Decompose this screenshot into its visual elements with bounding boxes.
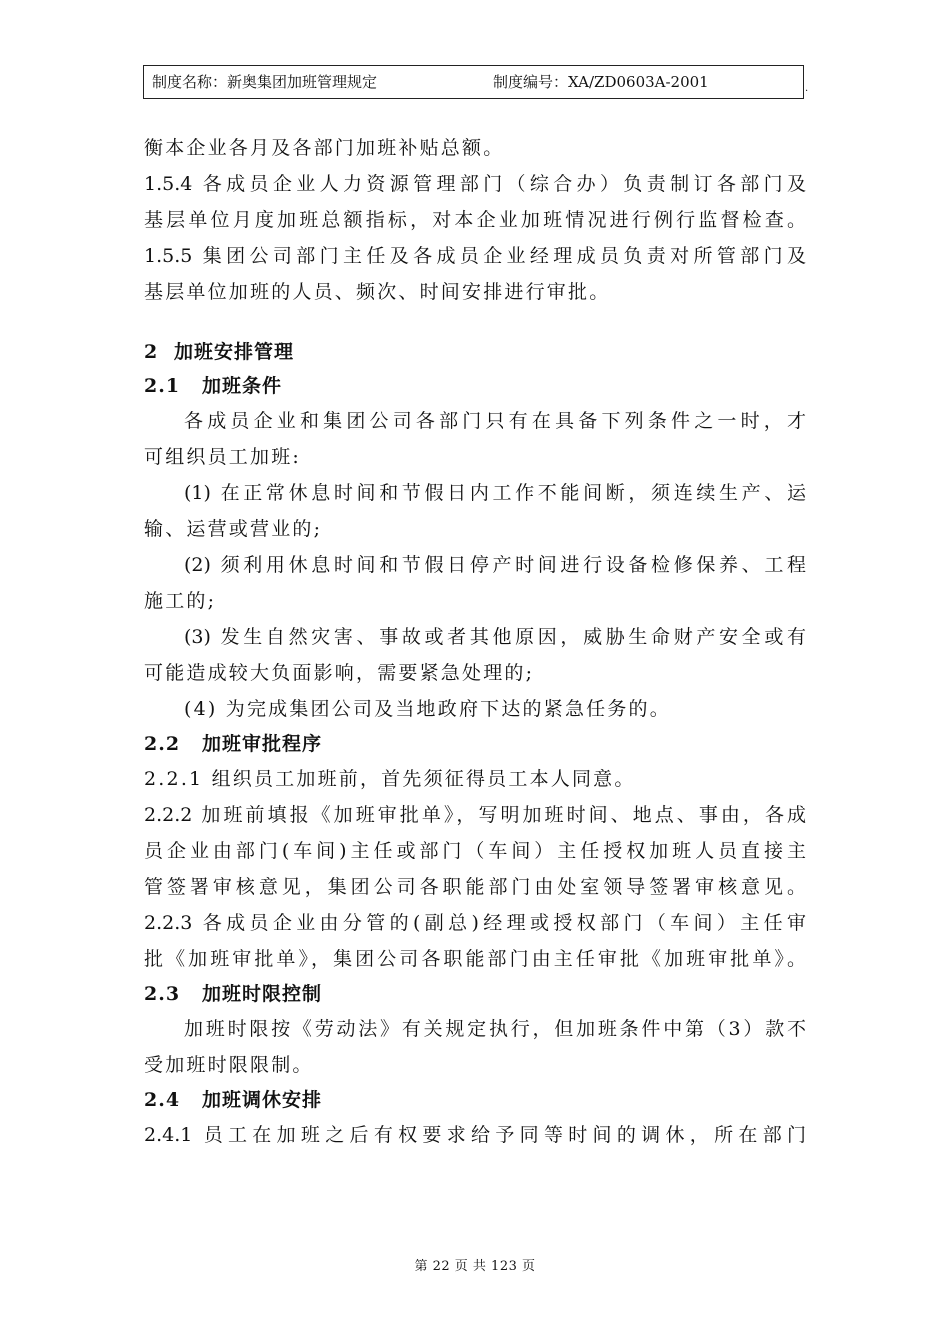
paragraph-line: 员企业由部门(车间)主任或部门（车间）主任授权加班人员直接主 (144, 840, 806, 862)
subsection-heading (144, 369, 806, 403)
list-item: (2) 须利用休息时间和节假日停产时间进行设备检修保养、工程 (184, 554, 806, 576)
section-heading (144, 335, 806, 369)
subsection-title: 加班调休安排 (202, 1089, 323, 1111)
paragraph-line: 输、运营或营业的; (144, 518, 323, 540)
subsection-heading (144, 1083, 806, 1117)
paragraph-line: 1.5.5 集团公司部门主任及各成员企业经理成员负责对所管部门及 (144, 245, 806, 267)
paragraph-line: 施工的; (144, 590, 217, 612)
subsection-heading (144, 977, 806, 1011)
paragraph-line: 基层单位加班的人员、频次、时间安排进行审批。 (144, 281, 611, 303)
paragraph-line: 2.2.3 各成员企业由分管的(副总)经理或授权部门（车间）主任审 (144, 912, 806, 934)
paragraph-line: 2.4.1 员工在加班之后有权要求给予同等时间的调休，所在部门 (144, 1124, 806, 1146)
paragraph-line: 基层单位月度加班总额指标，对本企业加班情况进行例行监督检查。 (144, 209, 806, 231)
page-footer: 第 22 页 共 123 页 (414, 1259, 536, 1274)
subsection-title: 加班条件 (202, 375, 283, 397)
regulation-name: 制度名称：新奥集团加班管理规定 (152, 73, 378, 91)
paragraph-line: 衡本企业各月及各部门加班补贴总额。 (144, 137, 505, 159)
section-title: 加班安排管理 (174, 341, 295, 363)
paragraph-line: 可组织员工加班: (144, 446, 302, 468)
regulation-code: 制度编号：XA/ZD0603A-2001 (493, 73, 709, 91)
header-mark: . (805, 83, 809, 94)
list-item: (3) 发生自然灾害、事故或者其他原因，威胁生命财产安全或有 (184, 626, 806, 648)
subsection-title: 加班时限控制 (202, 983, 323, 1005)
paragraph-line: 加班时限按《劳动法》有关规定执行，但加班条件中第（3）款不 (184, 1018, 806, 1040)
paragraph-line: 2.2.2 加班前填报《加班审批单》，写明加班时间、地点、事由，各成 (144, 804, 806, 826)
paragraph-line: 管签署审核意见，集团公司各职能部门由处室领导签署审核意见。 (144, 876, 806, 898)
subsection-number: 2.1 (144, 375, 181, 397)
subsection-title: 加班审批程序 (202, 733, 323, 755)
list-item: (1) 在正常休息时间和节假日内工作不能间断，须连续生产、运 (184, 482, 806, 504)
document-header (143, 65, 804, 99)
section-number: 2 (144, 341, 159, 363)
paragraph-line: 可能造成较大负面影响，需要紧急处理的; (144, 662, 535, 684)
subsection-number: 2.3 (144, 983, 181, 1005)
paragraph-line: 各成员企业和集团公司各部门只有在具备下列条件之一时，才 (184, 410, 806, 432)
list-item: (4) 为完成集团公司及当地政府下达的紧急任务的。 (184, 698, 671, 720)
subsection-number: 2.4 (144, 1089, 181, 1111)
paragraph-line: 2.2.1 组织员工加班前，首先须征得员工本人同意。 (144, 768, 636, 790)
paragraph-line: 1.5.4 各成员企业人力资源管理部门（综合办）负责制订各部门及 (144, 173, 806, 195)
subsection-heading (144, 727, 806, 761)
subsection-number: 2.2 (144, 733, 181, 755)
document-body (144, 130, 806, 1153)
paragraph-line: 受加班时限限制。 (144, 1054, 314, 1076)
paragraph-line: 批《加班审批单》，集团公司各职能部门由主任审批《加班审批单》。 (144, 948, 806, 970)
